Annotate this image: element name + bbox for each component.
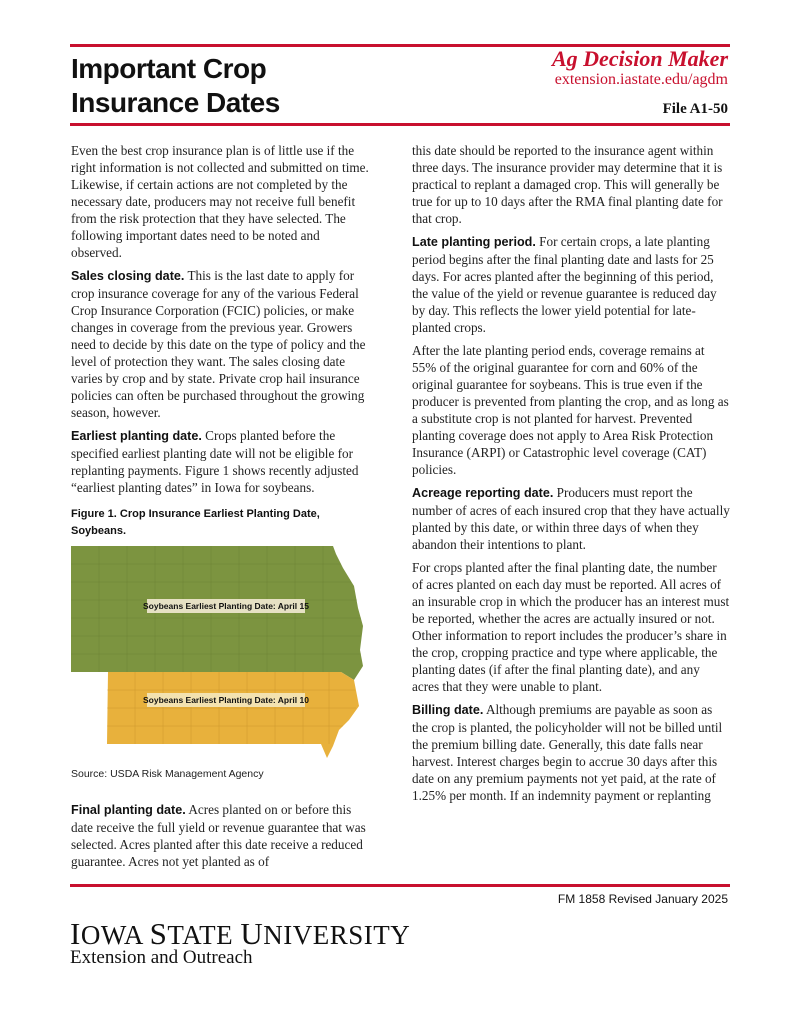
isu-logo-wordmark: IOWA STATE UNIVERSITY bbox=[70, 916, 411, 951]
late-planting-text: For certain crops, a late planting period begins after the final planting date and lasts for 25 days. For acres planted after the beginning of this period, the value of the yield or revenue guarantee is reduced day by day. This reflects the lower yield potential for late-planted crops. bbox=[412, 234, 717, 335]
acreage-heading: Acreage reporting date. bbox=[412, 486, 554, 500]
footer-rule bbox=[70, 884, 730, 887]
billing-text: Although premiums are payable as soon as the crop is planted, the policyholder will not be billed until the premium billing date. Generally, this date falls near harvest. Interest charges begin to accrue 30 days after this date on any premium payments not yet paid, at the rate of 1.25% per month. If an indemnity payment or replanting bbox=[412, 702, 723, 803]
brand-url[interactable]: extension.iastate.edu/agdm bbox=[554, 71, 728, 88]
late-planting-heading: Late planting period. bbox=[412, 235, 536, 249]
earliest-planting-text: Crops planted before the specified earliest planting date will not be eligible for replanting payments. Figure 1 shows recently adjusted “earliest planting dates” in Iowa for soybeans. bbox=[71, 428, 359, 495]
isu-extension-line: Extension and Outreach bbox=[70, 947, 253, 968]
sales-closing-paragraph bbox=[71, 267, 371, 421]
map-south-region bbox=[107, 672, 359, 758]
figure-source: Source: USDA Risk Management Agency bbox=[71, 768, 264, 780]
billing-heading: Billing date. bbox=[412, 703, 484, 717]
after-late-paragraph: After the late planting period ends, coverage remains at 55% of the original guarantee for corn and 60% of the original guarantee for soybeans. This is true even if the producer is prevented from planting the crop, and as long as a substitute crop is not planted for harvest. Prevented planting coverage does not apply to Area Risk Protection Insurance (ARPI) or Catastrophic level coverage (CAT) policies. bbox=[412, 343, 729, 477]
title-line-2: Insurance Dates bbox=[71, 87, 280, 118]
brand-name: Ag Decision Maker bbox=[552, 46, 728, 71]
billing-paragraph bbox=[412, 701, 730, 804]
iowa-county-map bbox=[71, 546, 371, 758]
map-south-label: Soybeans Earliest Planting Date: April 10 bbox=[143, 695, 309, 705]
late-planting-paragraph bbox=[412, 233, 730, 336]
sales-closing-text: This is the last date to apply for crop insurance coverage for any of the various Federal Crop Insurance Corporation (FCIC) policies, or make changes in coverage from the previous year. Growers need to decide by this date on the type of policy and the level of protection they want. The sales closing date varies by crop and by state. Private crop hail insurance policies can often be purchased throughout the growing season, however. bbox=[71, 268, 366, 420]
earliest-planting-heading: Earliest planting date. bbox=[71, 429, 202, 443]
final-planting-heading: Final planting date. bbox=[71, 803, 186, 817]
brand-block bbox=[552, 47, 728, 89]
intro-paragraph: Even the best crop insurance plan is of little use if the right information is not collected and submitted on time. Likewise, if certain actions are not completed by the necessary date, producers may not receive full benefit from the risk protection that they have selected. The following important dates need to be noted and observed. bbox=[71, 143, 369, 260]
crops-after-paragraph: For crops planted after the final planting date, the number of acres planted on each day must be reported. All acres of an insurable crop in which the producer has an interest must be reported, whether the acres are actually insured or not. Other information to report includes the producer’s share in the crop, cropping practice and type where applicable, the planting dates (if after the final planting date), and any acres that they were unable to plant. bbox=[412, 560, 730, 694]
continued-paragraph: this date should be reported to the insurance agent within three days. The insurance provider may determine that it is practical to replant a damaged crop. This will generally be true for up to 10 days after the RMA final planting date for that crop. bbox=[412, 143, 723, 226]
final-planting-text: Acres planted on or before this date receive the full yield or revenue guarantee that was selected. Acres planted after this date receive a reduced guarantee. Acres not yet planted as of bbox=[71, 802, 366, 869]
right-column bbox=[412, 142, 730, 810]
sales-closing-heading: Sales closing date. bbox=[71, 269, 185, 283]
figure-caption: Figure 1. Crop Insurance Earliest Planting Date, Soybeans. bbox=[71, 508, 320, 537]
final-planting-paragraph bbox=[71, 801, 371, 870]
left-column bbox=[71, 142, 371, 876]
footer-code: FM 1858 Revised January 2025 bbox=[557, 892, 728, 906]
acreage-paragraph bbox=[412, 484, 730, 553]
file-number: File A1-50 bbox=[662, 101, 728, 117]
title-line-1: Important Crop bbox=[71, 53, 267, 84]
page-title bbox=[71, 52, 280, 120]
earliest-planting-paragraph bbox=[71, 427, 371, 496]
map-north-label: Soybeans Earliest Planting Date: April 15 bbox=[143, 601, 309, 611]
header-bottom-rule bbox=[70, 123, 730, 126]
acreage-text: Producers must report the number of acres of each insured crop that they have actually planted by this date, or within three days of when they abandon their intentions to plant. bbox=[412, 485, 730, 552]
